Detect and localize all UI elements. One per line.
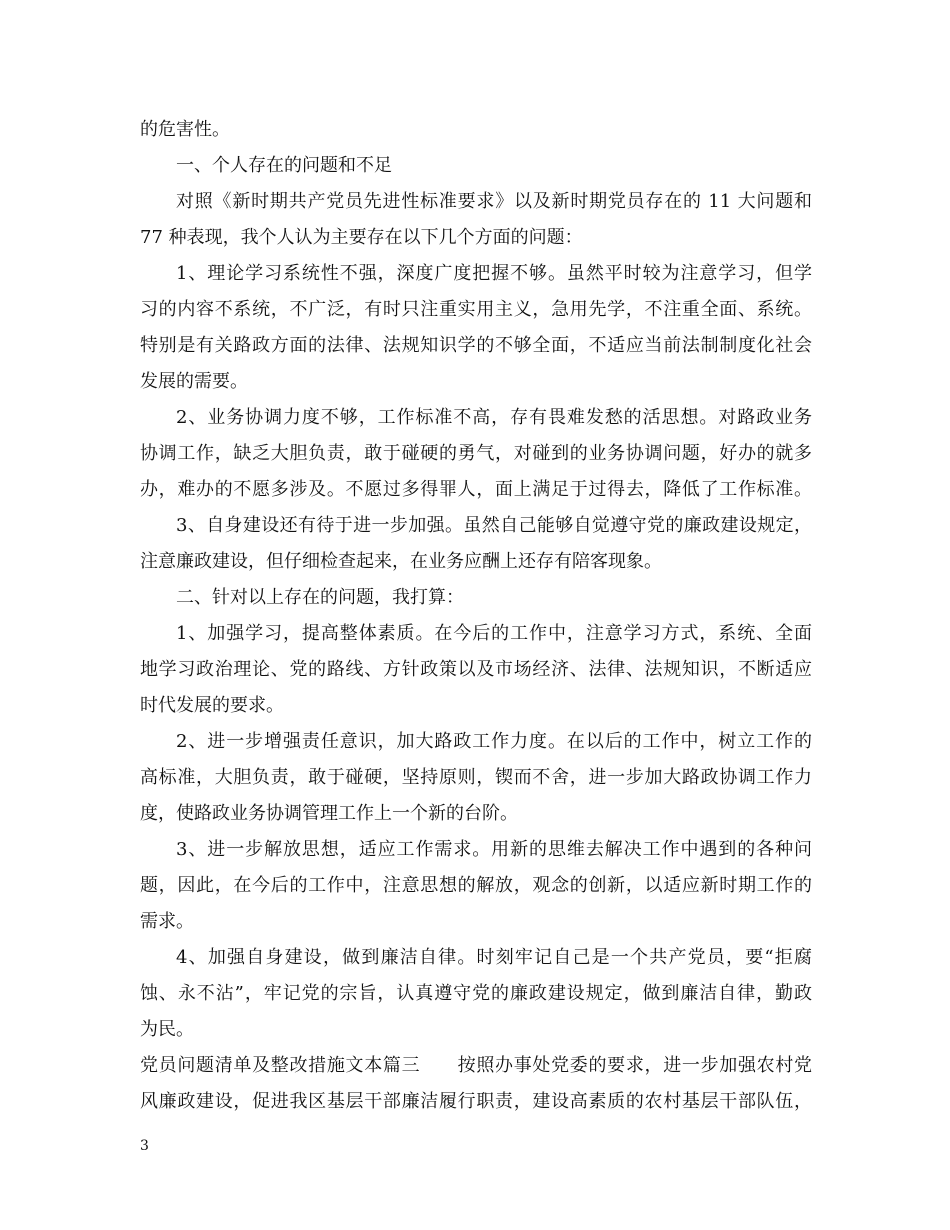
text-line: 党员问题清单及整改措施文本篇三 按照办事处党委的要求，进一步加强农村党	[140, 1055, 812, 1076]
text-line: 1、理论学习系统性不强，深度广度把握不够。虽然平时较为注意学习，但学	[176, 263, 812, 284]
text-line: 2、进一步增强责任意识，加大路政工作力度。在以后的工作中，树立工作的	[176, 731, 812, 752]
text-line: 度，使路政业务协调管理工作上一个新的台阶。	[140, 803, 518, 824]
text-line: 4、加强自身建设，做到廉洁自律。时刻牢记自己是一个共产党员，要“拒腐	[176, 947, 812, 968]
text-line: 时代发展的要求。	[140, 695, 284, 716]
text-line: 特别是有关路政方面的法律、法规知识学的不够全面，不适应当前法制制度化社会	[140, 335, 812, 356]
text-line: 对照《新时期共产党员先进性标准要求》以及新时期党员存在的 11 大问题和	[176, 191, 812, 212]
text-line: 2、业务协调力度不够，工作标准不高，存有畏难发愁的活思想。对路政业务	[176, 407, 812, 428]
section-heading: 一、个人存在的问题和不足	[176, 155, 392, 176]
text-line: 1、加强学习，提高整体素质。在今后的工作中，注意学习方式，系统、全面	[176, 623, 812, 644]
text-line: 为民。	[140, 1019, 194, 1040]
text-line: 办，难办的不愿多涉及。不愿过多得罪人，面上满足于过得去，降低了工作标准。	[140, 479, 812, 500]
page-number: 3	[140, 1138, 149, 1154]
text-line: 需求。	[140, 911, 194, 932]
text-line: 3、自身建设还有待于进一步加强。虽然自己能够自觉遵守党的廉政建设规定，	[176, 515, 812, 536]
text-line: 的危害性。	[140, 119, 230, 140]
text-line: 发展的需要。	[140, 371, 248, 392]
text-line: 高标准，大胆负责，敢于碰硬，坚持原则，锲而不舍，进一步加大路政协调工作力	[140, 767, 812, 788]
text-line: 蚀、永不沾”，牢记党的宗旨，认真遵守党的廉政建设规定，做到廉洁自律，勤政	[140, 983, 812, 1004]
text-line: 3、进一步解放思想，适应工作需求。用新的思维去解决工作中遇到的各种问	[176, 839, 812, 860]
document-body	[140, 112, 812, 1120]
text-line: 习的内容不系统，不广泛，有时只注重实用主义，急用先学，不注重全面、系统。	[140, 299, 812, 320]
text-line: 风廉政建设，促进我区基层干部廉洁履行职责，建设高素质的农村基层干部队伍，	[140, 1091, 812, 1112]
text-line: 地学习政治理论、党的路线、方针政策以及市场经济、法律、法规知识，不断适应	[140, 659, 812, 680]
text-line: 协调工作，缺乏大胆负责，敢于碰硬的勇气，对碰到的业务协调问题，好办的就多	[140, 443, 812, 464]
text-line: 题，因此，在今后的工作中，注意思想的解放，观念的创新，以适应新时期工作的	[140, 875, 812, 896]
section-heading: 二、针对以上存在的问题，我打算：	[176, 587, 464, 608]
text-line: 注意廉政建设，但仔细检查起来，在业务应酬上还存有陪客现象。	[140, 551, 662, 572]
text-line: 77 种表现，我个人认为主要存在以下几个方面的问题：	[140, 227, 583, 248]
